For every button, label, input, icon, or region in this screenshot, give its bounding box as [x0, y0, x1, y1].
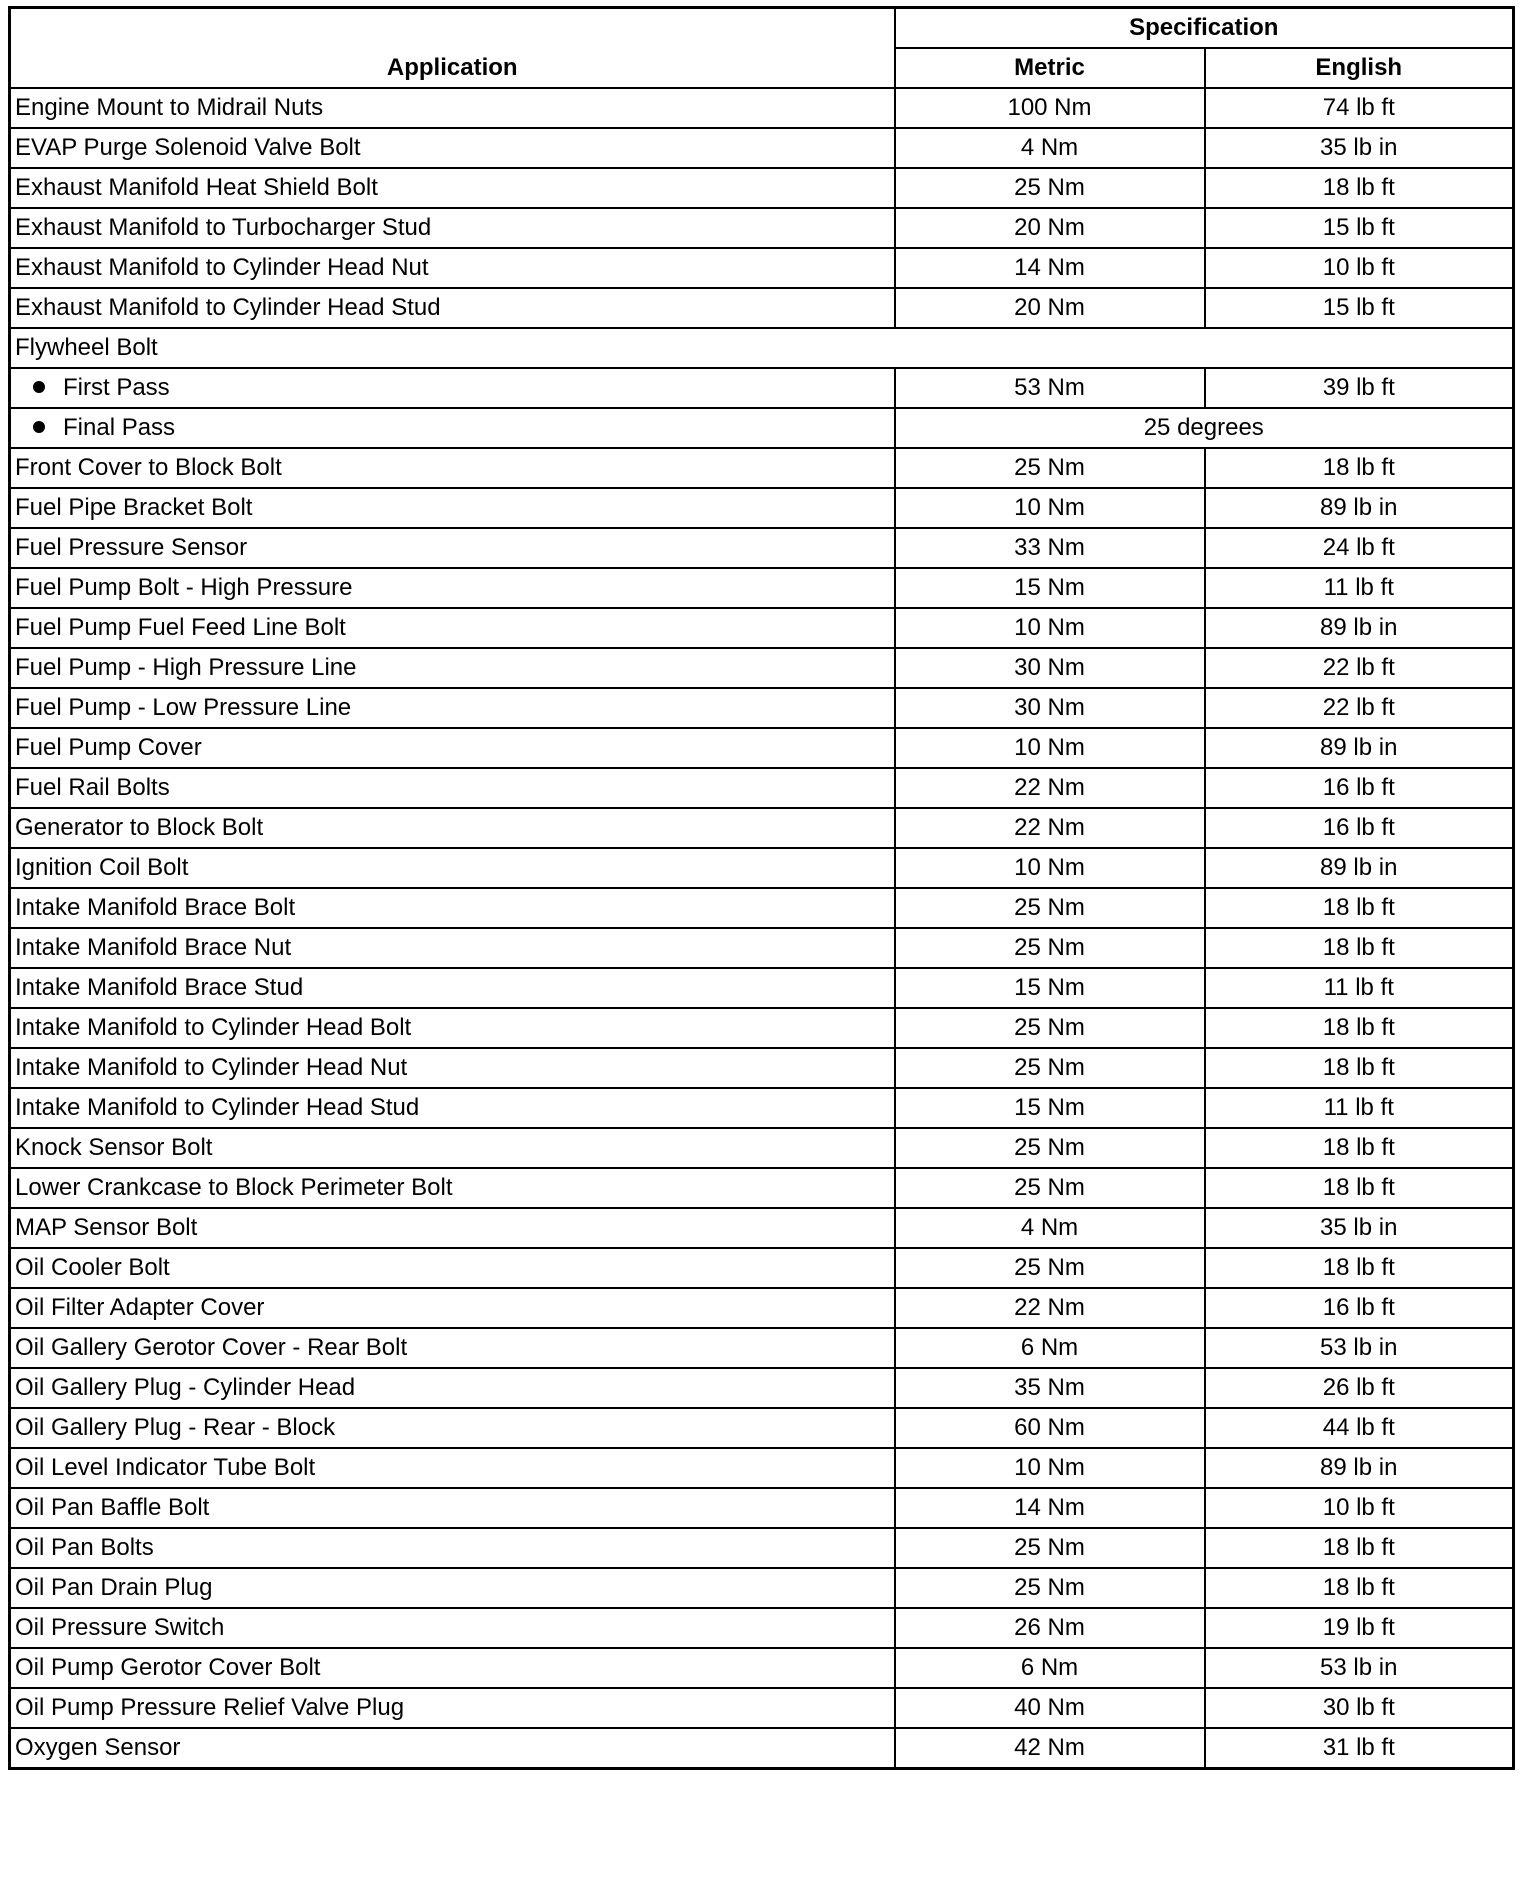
application-cell — [10, 728, 895, 768]
application-label: Oil Filter Adapter Cover — [15, 1294, 265, 1321]
application-cell — [10, 848, 895, 888]
english-cell: 30 lb ft — [1205, 1688, 1514, 1728]
header-metric: Metric — [895, 48, 1205, 88]
english-cell: 35 lb in — [1205, 1208, 1514, 1248]
application-label: Oil Gallery Plug - Cylinder Head — [15, 1374, 356, 1401]
application-label: Front Cover to Block Bolt — [15, 454, 282, 481]
metric-cell: 25 Nm — [895, 1568, 1205, 1608]
table-row — [10, 928, 1514, 968]
application-cell — [10, 88, 895, 128]
metric-cell: 6 Nm — [895, 1648, 1205, 1688]
english-cell: 10 lb ft — [1205, 1488, 1514, 1528]
table-row — [10, 648, 1514, 688]
english-cell: 18 lb ft — [1205, 1048, 1514, 1088]
application-label: Oil Pump Pressure Relief Valve Plug — [15, 1694, 405, 1721]
english-cell: 44 lb ft — [1205, 1408, 1514, 1448]
application-label: Oil Level Indicator Tube Bolt — [15, 1454, 316, 1481]
application-cell — [10, 968, 895, 1008]
metric-cell: 15 Nm — [895, 568, 1205, 608]
application-label: Oil Pan Drain Plug — [15, 1574, 213, 1601]
table-row — [10, 368, 1514, 408]
application-label: Fuel Pump - High Pressure Line — [15, 654, 357, 681]
application-cell — [10, 888, 895, 928]
application-cell — [10, 1088, 895, 1128]
table-row — [10, 1688, 1514, 1728]
table-body — [10, 88, 1514, 1769]
application-label: Oil Pan Baffle Bolt — [15, 1494, 210, 1521]
application-cell — [10, 528, 895, 568]
table-row — [10, 248, 1514, 288]
english-cell: 16 lb ft — [1205, 1288, 1514, 1328]
bullet-icon — [33, 381, 45, 393]
metric-cell: 25 Nm — [895, 1128, 1205, 1168]
english-cell: 39 lb ft — [1205, 368, 1514, 408]
application-cell — [10, 1568, 895, 1608]
table-row — [10, 1168, 1514, 1208]
table-row — [10, 448, 1514, 488]
application-cell — [10, 1128, 895, 1168]
application-cell — [10, 1648, 895, 1688]
table-row — [10, 408, 1514, 448]
application-label: Intake Manifold to Cylinder Head Bolt — [15, 1014, 412, 1041]
metric-cell: 20 Nm — [895, 288, 1205, 328]
application-label: Intake Manifold Brace Bolt — [15, 894, 296, 921]
english-cell: 18 lb ft — [1205, 888, 1514, 928]
specification-cell: 25 degrees — [895, 408, 1514, 448]
table-row — [10, 768, 1514, 808]
english-cell: 15 lb ft — [1205, 208, 1514, 248]
table-row — [10, 528, 1514, 568]
english-cell: 18 lb ft — [1205, 1128, 1514, 1168]
application-cell — [10, 608, 895, 648]
table-row — [10, 328, 1514, 368]
english-cell: 22 lb ft — [1205, 648, 1514, 688]
application-cell — [10, 368, 895, 408]
application-cell — [10, 808, 895, 848]
table-row — [10, 1368, 1514, 1408]
application-label: First Pass — [63, 374, 170, 401]
metric-cell: 42 Nm — [895, 1728, 1205, 1769]
metric-cell: 25 Nm — [895, 928, 1205, 968]
application-label: Oil Pressure Switch — [15, 1614, 225, 1641]
english-cell: 18 lb ft — [1205, 1168, 1514, 1208]
metric-cell: 25 Nm — [895, 1528, 1205, 1568]
metric-cell: 10 Nm — [895, 848, 1205, 888]
metric-cell: 30 Nm — [895, 688, 1205, 728]
table-row — [10, 1608, 1514, 1648]
english-cell: 11 lb ft — [1205, 1088, 1514, 1128]
english-cell: 18 lb ft — [1205, 928, 1514, 968]
table-row — [10, 1568, 1514, 1608]
table-row — [10, 1088, 1514, 1128]
application-label: Intake Manifold Brace Nut — [15, 934, 292, 961]
application-cell — [10, 168, 895, 208]
english-cell: 19 lb ft — [1205, 1608, 1514, 1648]
application-label: Exhaust Manifold Heat Shield Bolt — [15, 174, 378, 201]
english-cell: 24 lb ft — [1205, 528, 1514, 568]
english-cell: 11 lb ft — [1205, 968, 1514, 1008]
english-cell: 18 lb ft — [1205, 1248, 1514, 1288]
english-cell: 18 lb ft — [1205, 448, 1514, 488]
english-cell: 18 lb ft — [1205, 1008, 1514, 1048]
table-row — [10, 1288, 1514, 1328]
application-label: Lower Crankcase to Block Perimeter Bolt — [15, 1174, 453, 1201]
application-label: Oil Pan Bolts — [15, 1534, 154, 1561]
header-specification: Specification — [895, 8, 1514, 49]
english-cell: 18 lb ft — [1205, 1528, 1514, 1568]
metric-cell: 10 Nm — [895, 1448, 1205, 1488]
table-row — [10, 1128, 1514, 1168]
application-cell — [10, 928, 895, 968]
table-row — [10, 888, 1514, 928]
metric-cell: 26 Nm — [895, 1608, 1205, 1648]
application-label: Oil Gallery Plug - Rear - Block — [15, 1414, 336, 1441]
english-cell: 15 lb ft — [1205, 288, 1514, 328]
english-cell: 16 lb ft — [1205, 768, 1514, 808]
english-cell: 89 lb in — [1205, 608, 1514, 648]
application-label: Fuel Pump - Low Pressure Line — [15, 694, 352, 721]
application-label: Fuel Pump Cover — [15, 734, 202, 761]
application-label: Exhaust Manifold to Cylinder Head Stud — [15, 294, 441, 321]
table-row — [10, 128, 1514, 168]
english-cell: 11 lb ft — [1205, 568, 1514, 608]
metric-cell: 100 Nm — [895, 88, 1205, 128]
application-cell — [10, 568, 895, 608]
application-cell — [10, 1288, 895, 1328]
application-cell — [10, 328, 1514, 368]
application-cell — [10, 128, 895, 168]
table-row — [10, 1448, 1514, 1488]
metric-cell: 53 Nm — [895, 368, 1205, 408]
table-row — [10, 288, 1514, 328]
application-label: Final Pass — [63, 414, 176, 441]
application-cell — [10, 1488, 895, 1528]
metric-cell: 22 Nm — [895, 1288, 1205, 1328]
table-row — [10, 1208, 1514, 1248]
metric-cell: 22 Nm — [895, 808, 1205, 848]
table-row — [10, 808, 1514, 848]
metric-cell: 25 Nm — [895, 1008, 1205, 1048]
table-row — [10, 1408, 1514, 1448]
application-cell — [10, 488, 895, 528]
table-row — [10, 1528, 1514, 1568]
english-cell: 35 lb in — [1205, 128, 1514, 168]
english-cell: 16 lb ft — [1205, 808, 1514, 848]
table-row — [10, 608, 1514, 648]
application-cell — [10, 648, 895, 688]
bullet-icon — [33, 421, 45, 433]
application-label: Generator to Block Bolt — [15, 814, 264, 841]
header-application: Application — [10, 8, 895, 89]
application-label: Intake Manifold to Cylinder Head Nut — [15, 1054, 408, 1081]
metric-cell: 25 Nm — [895, 1248, 1205, 1288]
application-cell — [10, 768, 895, 808]
table-row — [10, 168, 1514, 208]
application-label: Intake Manifold to Cylinder Head Stud — [15, 1094, 420, 1121]
metric-cell: 60 Nm — [895, 1408, 1205, 1448]
table-row — [10, 968, 1514, 1008]
table-row — [10, 688, 1514, 728]
table-row — [10, 88, 1514, 128]
english-cell: 53 lb in — [1205, 1328, 1514, 1368]
application-label: Oxygen Sensor — [15, 1734, 181, 1761]
english-cell: 89 lb in — [1205, 488, 1514, 528]
application-label: Flywheel Bolt — [15, 334, 158, 361]
metric-cell: 25 Nm — [895, 448, 1205, 488]
table-row — [10, 1248, 1514, 1288]
table-row — [10, 488, 1514, 528]
english-cell: 18 lb ft — [1205, 168, 1514, 208]
metric-cell: 35 Nm — [895, 1368, 1205, 1408]
application-label: Fuel Pump Fuel Feed Line Bolt — [15, 614, 346, 641]
application-cell — [10, 1008, 895, 1048]
header-english: English — [1205, 48, 1514, 88]
metric-cell: 25 Nm — [895, 888, 1205, 928]
table-row — [10, 848, 1514, 888]
metric-cell: 6 Nm — [895, 1328, 1205, 1368]
table-row — [10, 1008, 1514, 1048]
application-cell — [10, 1608, 895, 1648]
english-cell: 89 lb in — [1205, 728, 1514, 768]
english-cell: 22 lb ft — [1205, 688, 1514, 728]
table-row — [10, 1328, 1514, 1368]
table-row — [10, 1728, 1514, 1769]
application-label: Fuel Pump Bolt - High Pressure — [15, 574, 353, 601]
metric-cell: 10 Nm — [895, 608, 1205, 648]
metric-cell: 15 Nm — [895, 968, 1205, 1008]
application-cell — [10, 1328, 895, 1368]
application-label: Knock Sensor Bolt — [15, 1134, 213, 1161]
english-cell: 31 lb ft — [1205, 1728, 1514, 1769]
application-label: MAP Sensor Bolt — [15, 1214, 198, 1241]
application-label: Fuel Pressure Sensor — [15, 534, 248, 561]
application-cell — [10, 208, 895, 248]
metric-cell: 14 Nm — [895, 248, 1205, 288]
metric-cell: 10 Nm — [895, 728, 1205, 768]
application-label: Fuel Rail Bolts — [15, 774, 170, 801]
english-cell: 10 lb ft — [1205, 248, 1514, 288]
table-row — [10, 1048, 1514, 1088]
application-cell — [10, 288, 895, 328]
application-label: EVAP Purge Solenoid Valve Bolt — [15, 134, 361, 161]
application-cell — [10, 1728, 895, 1769]
application-cell — [10, 1408, 895, 1448]
table-row — [10, 1648, 1514, 1688]
metric-cell: 22 Nm — [895, 768, 1205, 808]
application-cell — [10, 408, 895, 448]
application-label: Intake Manifold Brace Stud — [15, 974, 304, 1001]
application-label: Ignition Coil Bolt — [15, 854, 189, 881]
application-label: Oil Pump Gerotor Cover Bolt — [15, 1654, 321, 1681]
application-cell — [10, 448, 895, 488]
english-cell: 26 lb ft — [1205, 1368, 1514, 1408]
application-cell — [10, 1688, 895, 1728]
application-cell — [10, 1048, 895, 1088]
torque-spec-table — [8, 6, 1515, 1770]
application-label: Oil Gallery Gerotor Cover - Rear Bolt — [15, 1334, 408, 1361]
application-cell — [10, 1448, 895, 1488]
metric-cell: 33 Nm — [895, 528, 1205, 568]
metric-cell: 14 Nm — [895, 1488, 1205, 1528]
application-label: Engine Mount to Midrail Nuts — [15, 94, 324, 121]
application-cell — [10, 1368, 895, 1408]
application-cell — [10, 1208, 895, 1248]
application-cell — [10, 1168, 895, 1208]
metric-cell: 25 Nm — [895, 168, 1205, 208]
metric-cell: 20 Nm — [895, 208, 1205, 248]
application-cell — [10, 248, 895, 288]
metric-cell: 4 Nm — [895, 1208, 1205, 1248]
table-row — [10, 568, 1514, 608]
metric-cell: 4 Nm — [895, 128, 1205, 168]
metric-cell: 25 Nm — [895, 1168, 1205, 1208]
application-label: Fuel Pipe Bracket Bolt — [15, 494, 253, 521]
english-cell: 18 lb ft — [1205, 1568, 1514, 1608]
metric-cell: 15 Nm — [895, 1088, 1205, 1128]
metric-cell: 30 Nm — [895, 648, 1205, 688]
metric-cell: 25 Nm — [895, 1048, 1205, 1088]
application-label: Oil Cooler Bolt — [15, 1254, 170, 1281]
application-cell — [10, 1248, 895, 1288]
table-row — [10, 208, 1514, 248]
english-cell: 74 lb ft — [1205, 88, 1514, 128]
metric-cell: 10 Nm — [895, 488, 1205, 528]
application-cell — [10, 688, 895, 728]
table-row — [10, 728, 1514, 768]
header-row-top — [10, 8, 1514, 49]
english-cell: 53 lb in — [1205, 1648, 1514, 1688]
english-cell: 89 lb in — [1205, 1448, 1514, 1488]
application-label: Exhaust Manifold to Cylinder Head Nut — [15, 254, 429, 281]
english-cell: 89 lb in — [1205, 848, 1514, 888]
table-row — [10, 1488, 1514, 1528]
application-label: Exhaust Manifold to Turbocharger Stud — [15, 214, 432, 241]
application-cell — [10, 1528, 895, 1568]
metric-cell: 40 Nm — [895, 1688, 1205, 1728]
